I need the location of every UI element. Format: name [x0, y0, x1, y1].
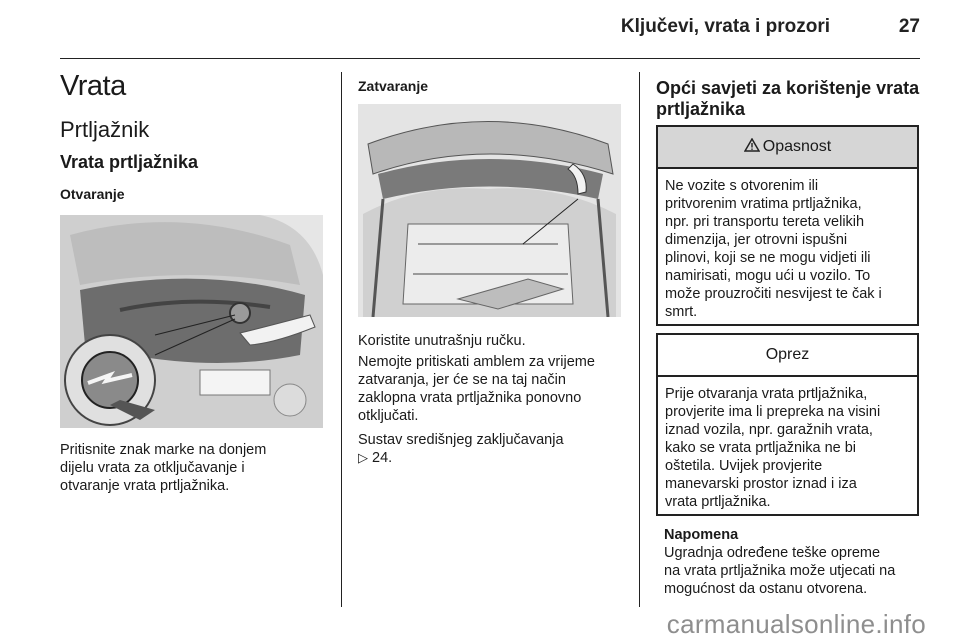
- danger-line: dimenzija, jer otrovni ispušni: [665, 232, 848, 248]
- closing-p2: [358, 353, 595, 425]
- danger-box: [656, 125, 919, 326]
- caution-line: Prije otvaranja vrata prtljažnika,: [665, 386, 868, 402]
- open-tailgate-figure: [358, 104, 621, 317]
- subsection-title: Prtljažnik: [60, 117, 150, 142]
- running-header-title: Ključevi, vrata i prozori: [620, 16, 830, 37]
- opening-heading: Otvaranje: [60, 186, 125, 202]
- caption-line: otvaranje vrata prtljažnika.: [60, 478, 230, 494]
- heading-line: Opći savjeti za korištenje vrata: [656, 78, 920, 98]
- page-reference-icon: ▷: [358, 450, 368, 465]
- caption-line: Pritisnite znak marke na donjem: [60, 442, 267, 458]
- caution-line: manevarski prostor iznad i iza: [665, 476, 857, 492]
- warning-triangle-icon: [744, 138, 760, 157]
- caution-line: iznad vozila, npr. garažnih vrata,: [665, 422, 873, 438]
- note-line: mogućnost da ostanu otvorena.: [664, 581, 868, 597]
- column-divider-2: [639, 72, 640, 607]
- page-reference[interactable]: 24.: [372, 450, 393, 466]
- topic-title: Vrata prtljažnika: [60, 152, 199, 172]
- danger-box-title: Opasnost: [762, 138, 832, 155]
- closing-p1: Koristite unutrašnju ručku.: [358, 333, 526, 349]
- caution-line: provjerite ima li prepreka na visini: [665, 404, 881, 420]
- tailgate-emblem-figure: [60, 215, 323, 428]
- danger-box-header: [658, 127, 917, 169]
- note-title: Napomena: [664, 527, 739, 543]
- note-block: [664, 526, 895, 598]
- danger-line: smrt.: [665, 304, 698, 320]
- tailgate-emblem-illustration: [60, 215, 323, 428]
- caption-line: dijelu vrata za otključavanje i: [60, 460, 245, 476]
- caution-box-header: [658, 335, 917, 377]
- column-divider-1: [341, 72, 342, 607]
- p2-line: zaklopna vrata prtljažnika ponovno: [358, 390, 582, 406]
- caution-line: vrata prtljažnika.: [665, 494, 771, 510]
- p2-line: zatvaranja, jer će se na taj način: [358, 372, 566, 388]
- p3-ref-line: [358, 449, 564, 467]
- general-advice-heading: [656, 78, 919, 120]
- caution-box: [656, 333, 919, 516]
- heading-line: prtljažnika: [656, 99, 746, 119]
- caution-box-body: [658, 377, 917, 519]
- note-line: Ugradnja određene teške opreme: [664, 545, 881, 561]
- danger-box-body: [658, 169, 917, 329]
- page-number: 27: [898, 16, 920, 37]
- danger-line: namirisati, mogu ući u vozilo. To: [665, 268, 871, 284]
- caution-line: oštetila. Uvijek provjerite: [665, 458, 823, 474]
- note-line: na vrata prtljažnika može utjecati na: [664, 563, 896, 579]
- danger-line: npr. pri transportu tereta velikih: [665, 214, 865, 230]
- caution-box-title: Oprez: [765, 346, 810, 363]
- p2-line: otključati.: [358, 408, 419, 424]
- danger-line: može prouzročiti nesvijest te čak i: [665, 286, 882, 302]
- danger-line: Ne vozite s otvorenim ili: [665, 178, 819, 194]
- danger-line: pritvorenim vratima prtljažnika,: [665, 196, 862, 212]
- section-title: Vrata: [60, 70, 126, 102]
- p2-line: Nemojte pritiskati amblem za vrijeme: [358, 354, 595, 370]
- open-tailgate-illustration: [358, 104, 621, 317]
- danger-line: plinovi, koji se ne mogu vidjeti ili: [665, 250, 871, 266]
- opening-caption: [60, 441, 266, 495]
- p3-line: Sustav središnjeg zaključavanja: [358, 432, 564, 448]
- header-rule: [60, 58, 920, 59]
- watermark: carmanualsonline.info: [666, 609, 926, 639]
- closing-p3: [358, 431, 564, 467]
- closing-heading: Zatvaranje: [358, 78, 429, 94]
- caution-line: kako se vrata prtljažnika ne bi: [665, 440, 857, 456]
